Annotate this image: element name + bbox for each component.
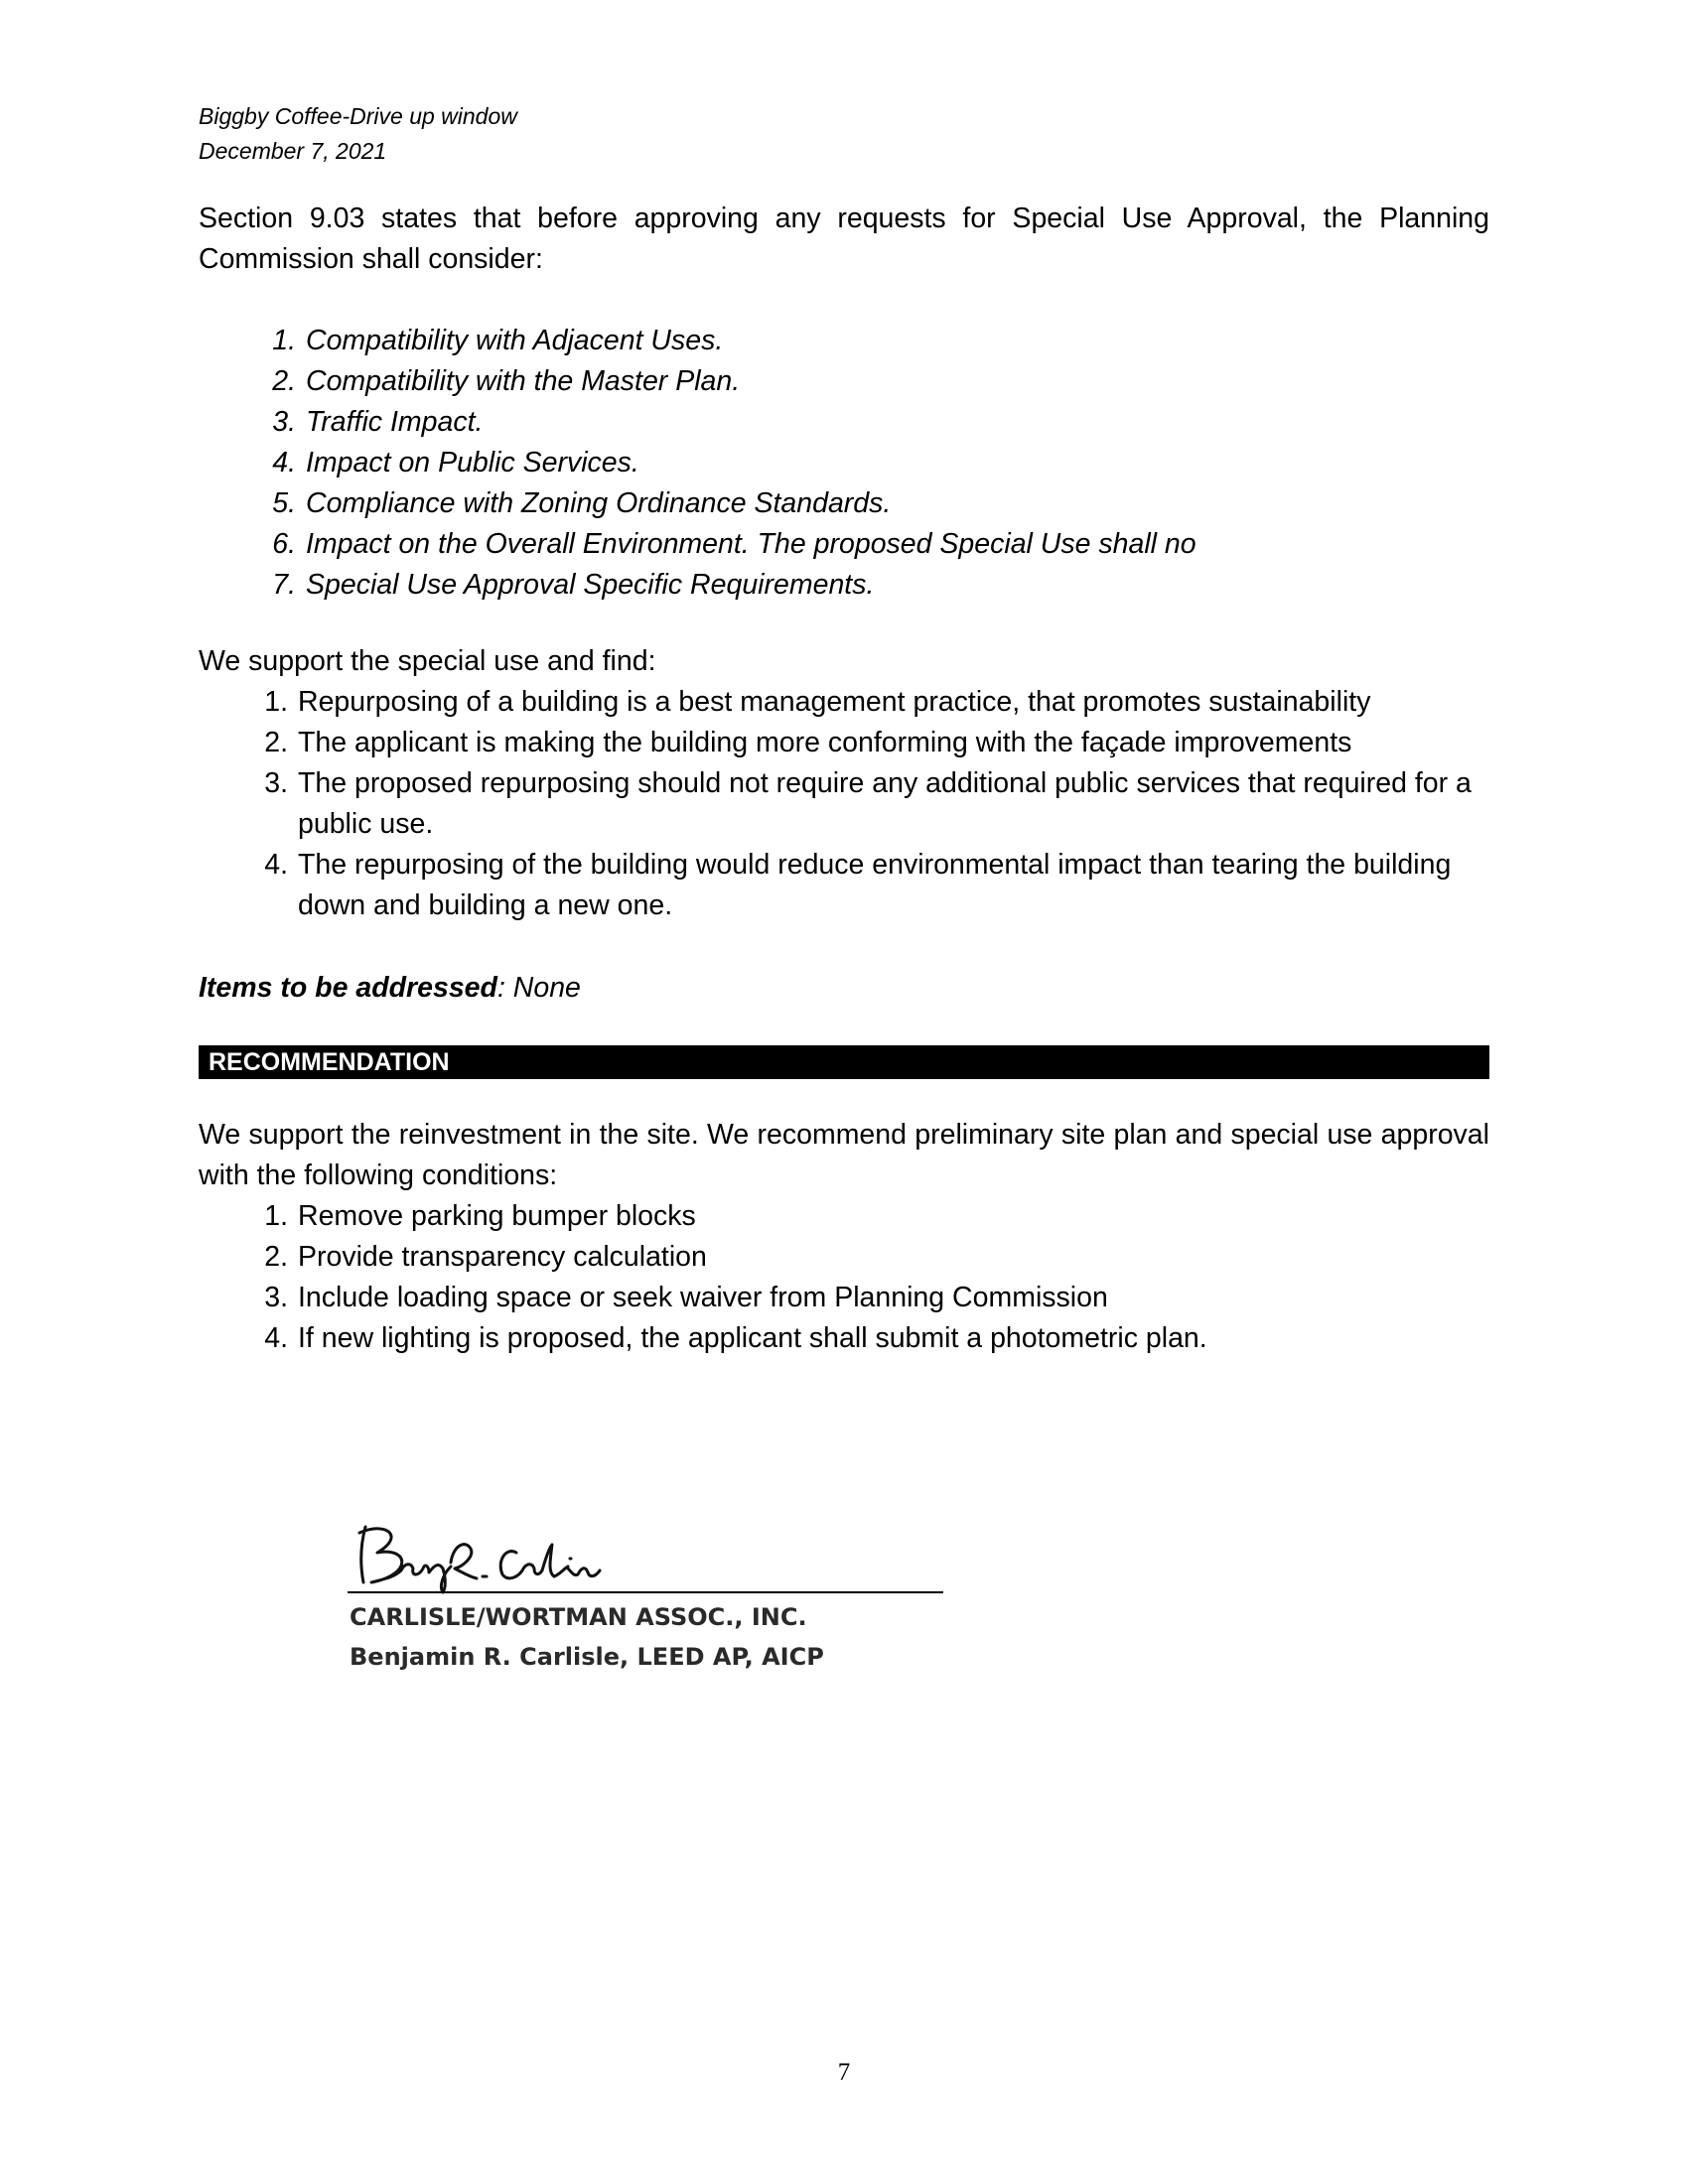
considerations-list (256, 321, 1487, 606)
list-item (248, 682, 1489, 723)
list-number: 3. (272, 406, 296, 438)
list-text: Provide transparency calculation (298, 1241, 707, 1273)
list-text: Traffic Impact. (306, 406, 484, 438)
list-text: Remove parking bumper blocks (298, 1200, 696, 1232)
list-item (256, 321, 1487, 361)
signature-company: CARLISLE/WORTMAN ASSOC., INC. (350, 1603, 807, 1631)
list-item (256, 483, 1487, 524)
list-text: The repurposing of the building would reduce environmental impact than tearing the building down and building a new one. (298, 849, 1452, 921)
list-item (248, 1278, 1489, 1318)
recommendation-paragraph: We support the reinvestment in the site. We recommend preliminary site plan and special use approval with the following conditions: (199, 1119, 1489, 1191)
list-text: Compatibility with Adjacent Uses. (306, 325, 724, 356)
signature-block (338, 1509, 953, 1707)
list-number: 4. (272, 447, 296, 478)
list-item (256, 402, 1487, 443)
list-number: 3. (264, 767, 288, 799)
list-text: The applicant is making the building more conforming with the façade improvements (298, 727, 1352, 758)
list-number: 1. (272, 325, 296, 356)
list-text: Impact on Public Services. (306, 447, 639, 478)
recommendation-heading: RECOMMENDATION (199, 1045, 1489, 1079)
list-item (256, 524, 1487, 565)
list-number: 1. (264, 1200, 288, 1232)
list-number: 1. (264, 686, 288, 718)
document-header (199, 99, 517, 169)
list-item (248, 845, 1489, 926)
header-date: December 7, 2021 (199, 138, 387, 164)
list-item (248, 1318, 1489, 1359)
list-item (248, 763, 1489, 845)
items-value: : None (496, 972, 581, 1004)
findings-list (248, 682, 1489, 926)
list-item (256, 443, 1487, 483)
list-text: Compatibility with the Master Plan. (306, 365, 741, 397)
list-number: 2. (272, 365, 296, 397)
section-intro-paragraph: Section 9.03 states that before approving any requests for Special Use Approval, the Planning Commission shall consider: (199, 203, 1489, 275)
list-item (256, 361, 1487, 402)
list-number: 3. (264, 1282, 288, 1313)
support-intro-paragraph: We support the special use and find: (199, 645, 656, 677)
list-text: Compliance with Zoning Ordinance Standards. (306, 487, 892, 519)
list-number: 6. (272, 528, 296, 560)
list-number: 4. (264, 849, 288, 881)
header-title: Biggby Coffee-Drive up window (199, 103, 517, 129)
items-label: Items to be addressed (199, 972, 497, 1004)
list-number: 5. (272, 487, 296, 519)
list-item (248, 723, 1489, 763)
list-text: Include loading space or seek waiver from Planning Commission (298, 1282, 1108, 1313)
list-number: 7. (272, 569, 296, 601)
list-number: 2. (264, 727, 288, 758)
list-text: Special Use Approval Specific Requirements. (306, 569, 875, 601)
signature-line (348, 1591, 943, 1593)
page-number: 7 (837, 2059, 851, 2086)
list-text: If new lighting is proposed, the applicant shall submit a photometric plan. (298, 1322, 1207, 1354)
list-number: 4. (264, 1322, 288, 1354)
conditions-list (248, 1196, 1489, 1359)
list-number: 2. (264, 1241, 288, 1273)
list-text: Repurposing of a building is a best management practice, that promotes sustainability (298, 686, 1371, 718)
list-item (248, 1237, 1489, 1278)
list-text: The proposed repurposing should not require any additional public services that required for a public use. (298, 767, 1472, 840)
list-text: Impact on the Overall Environment. The proposed Special Use shall no (306, 528, 1196, 560)
items-to-be-addressed (199, 968, 581, 1009)
signature-person: Benjamin R. Carlisle, LEED AP, AICP (350, 1643, 824, 1671)
list-item (248, 1196, 1489, 1237)
list-item (256, 565, 1487, 606)
signature-image (348, 1517, 645, 1596)
